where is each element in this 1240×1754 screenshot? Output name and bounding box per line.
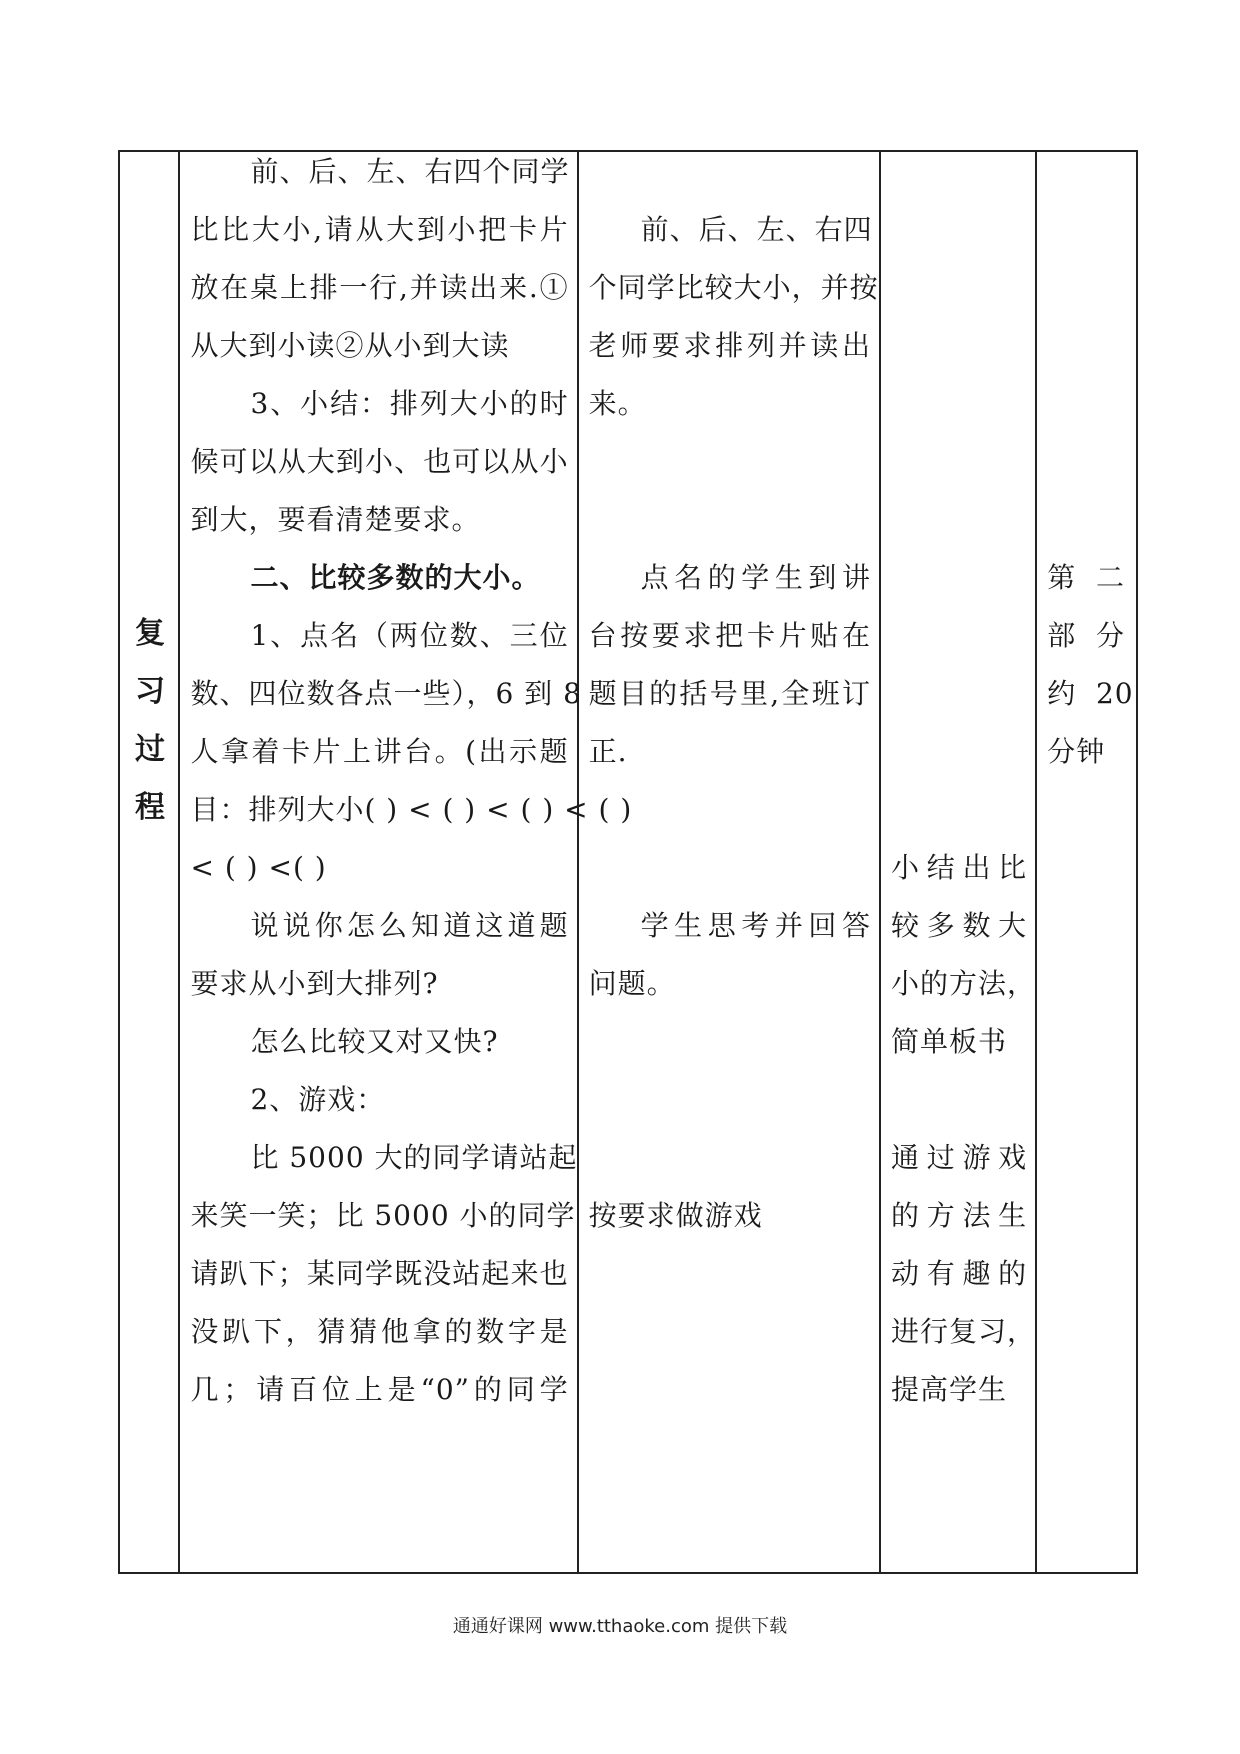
teacher-line: 目：排列大小( ) < ( ) < ( ) < ( )	[190, 793, 633, 826]
student-line: 按要求做游戏	[588, 1199, 763, 1232]
stage-char: 习	[135, 674, 165, 709]
stage-char: 复	[135, 616, 165, 651]
time-line: 约 20	[1047, 677, 1134, 710]
teacher-line: 说说你怎么知道这道题	[250, 909, 569, 942]
student-line: 问题。	[588, 967, 676, 1000]
stage-char: 程	[135, 790, 165, 825]
teacher-line: 比比大小,请从大到小把卡片	[190, 213, 569, 246]
teacher-line: 3、小结：排列大小的时	[250, 387, 569, 420]
lesson-plan-table	[118, 150, 1138, 1574]
intent-line: 简单板书	[890, 1025, 1007, 1058]
student-line: 来。	[588, 387, 647, 420]
teacher-line: 比 5000 大的同学请站起	[250, 1141, 578, 1174]
student-line: 点名的学生到讲	[640, 561, 871, 594]
student-line: 台按要求把卡片贴在	[588, 619, 871, 652]
teacher-line: 没趴下，猜猜他拿的数字是	[190, 1315, 569, 1348]
teacher-line: 要求从小到大排列?	[190, 967, 439, 1000]
time-line: 第 二	[1047, 561, 1125, 594]
design-intent-cell	[880, 151, 1036, 1573]
student-line: 题目的括号里,全班订	[588, 677, 871, 710]
student-line: 学生思考并回答	[640, 909, 871, 942]
teacher-line: 前、后、左、右四个同学	[250, 155, 570, 188]
student-line: 前、后、左、右四	[640, 213, 873, 246]
stage-cell	[119, 151, 179, 1573]
intent-line: 小的方法，	[890, 967, 1036, 1000]
student-line: 老师要求排列并读出	[588, 329, 871, 362]
intent-line: 较多数大	[890, 909, 1028, 942]
student-line: 正.	[588, 735, 628, 768]
teacher-line: 怎么比较又对又快?	[250, 1025, 499, 1058]
teacher-line: 数、四位数各点一些），6 到 8	[190, 677, 582, 710]
teacher-line: 来笑一笑；比 5000 小的同学	[190, 1199, 576, 1232]
time-line: 部 分	[1047, 619, 1125, 652]
intent-line: 进行复习，	[890, 1315, 1036, 1348]
student-activity-cell	[578, 151, 880, 1573]
time-cell	[1036, 151, 1137, 1573]
table-row	[119, 151, 1137, 1573]
teacher-line: 放在桌上排一行,并读出来.①	[190, 271, 569, 304]
stage-char: 过	[135, 732, 165, 767]
teacher-line: 候可以从大到小、也可以从小	[190, 445, 569, 478]
teacher-line: 1、点名（两位数、三位	[250, 619, 569, 652]
intent-line: 动有趣的	[890, 1257, 1028, 1290]
page-footer: 通通好课网 www.tthaoke.com 提供下载	[452, 1616, 788, 1637]
intent-line: 通过游戏	[890, 1141, 1028, 1174]
teacher-line: 从大到小读②从小到大读	[190, 329, 510, 362]
teacher-line: 到大，要看清楚要求。	[190, 503, 481, 536]
intent-line: 的方法生	[890, 1199, 1028, 1232]
teacher-line: 2、游戏：	[250, 1083, 386, 1116]
teacher-line: 几；请百位上是“0”的同学	[190, 1373, 569, 1406]
teacher-line: < ( ) <( )	[190, 851, 327, 884]
student-line: 个同学比较大小，并按	[588, 271, 879, 304]
intent-line: 提高学生	[890, 1373, 1007, 1406]
section-heading: 二、比较多数的大小。	[250, 561, 541, 594]
teacher-line: 人拿着卡片上讲台。(出示题	[190, 735, 569, 768]
teacher-line: 请趴下；某同学既没站起来也	[190, 1257, 569, 1290]
intent-line: 小结出比	[890, 851, 1028, 884]
time-line: 分钟	[1047, 735, 1106, 768]
